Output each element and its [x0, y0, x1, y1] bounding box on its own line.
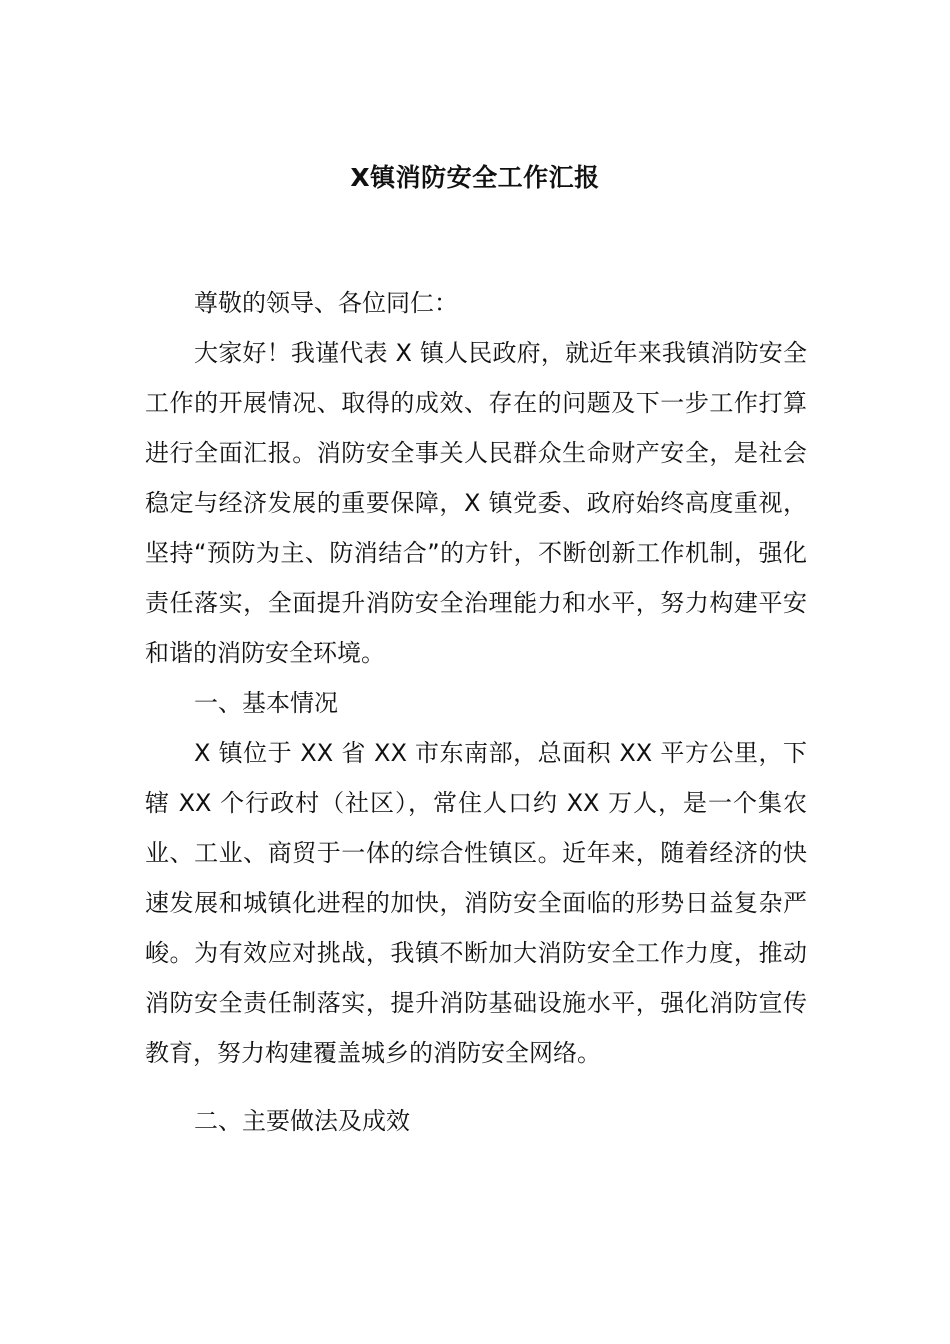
section-heading-basic-situation: 一、基本情况	[194, 689, 338, 717]
section-heading-main-measures: 二、主要做法及成效	[194, 1107, 410, 1135]
salutation: 尊敬的领导、各位同仁：	[194, 289, 458, 317]
document-title: X镇消防安全工作汇报	[350, 163, 600, 192]
paragraph-spacer	[145, 1078, 807, 1096]
basic-situation-paragraph: X 镇位于 XX 省 XX 市东南部，总面积 XX 平方公里，下辖 XX 个行政村（社区），常住人口约 XX 万人，是一个集农业、工业、商贸于一体的综合性镇区。近年来，随着经济的快速发展和城镇化进程的加快，消防安全面临的形势日益复杂严峻。为有效应对挑战，我镇不断加大消防安全工作力度，推动消防安全责任制落实，提升消防基础设施水平，强化消防宣传教育，努力构建覆盖城乡的消防安全网络。	[145, 739, 807, 1067]
document-body	[145, 278, 807, 1146]
intro-paragraph: 大家好！我谨代表 X 镇人民政府，就近年来我镇消防安全工作的开展情况、取得的成效、存在的问题及下一步工作打算进行全面汇报。消防安全事关人民群众生命财产安全，是社会稳定与经济发展的重要保障，X 镇党委、政府始终高度重视，坚持“预防为主、防消结合”的方针，不断创新工作机制，强化责任落实，全面提升消防安全治理能力和水平，努力构建平安和谐的消防安全环境。	[145, 339, 807, 667]
